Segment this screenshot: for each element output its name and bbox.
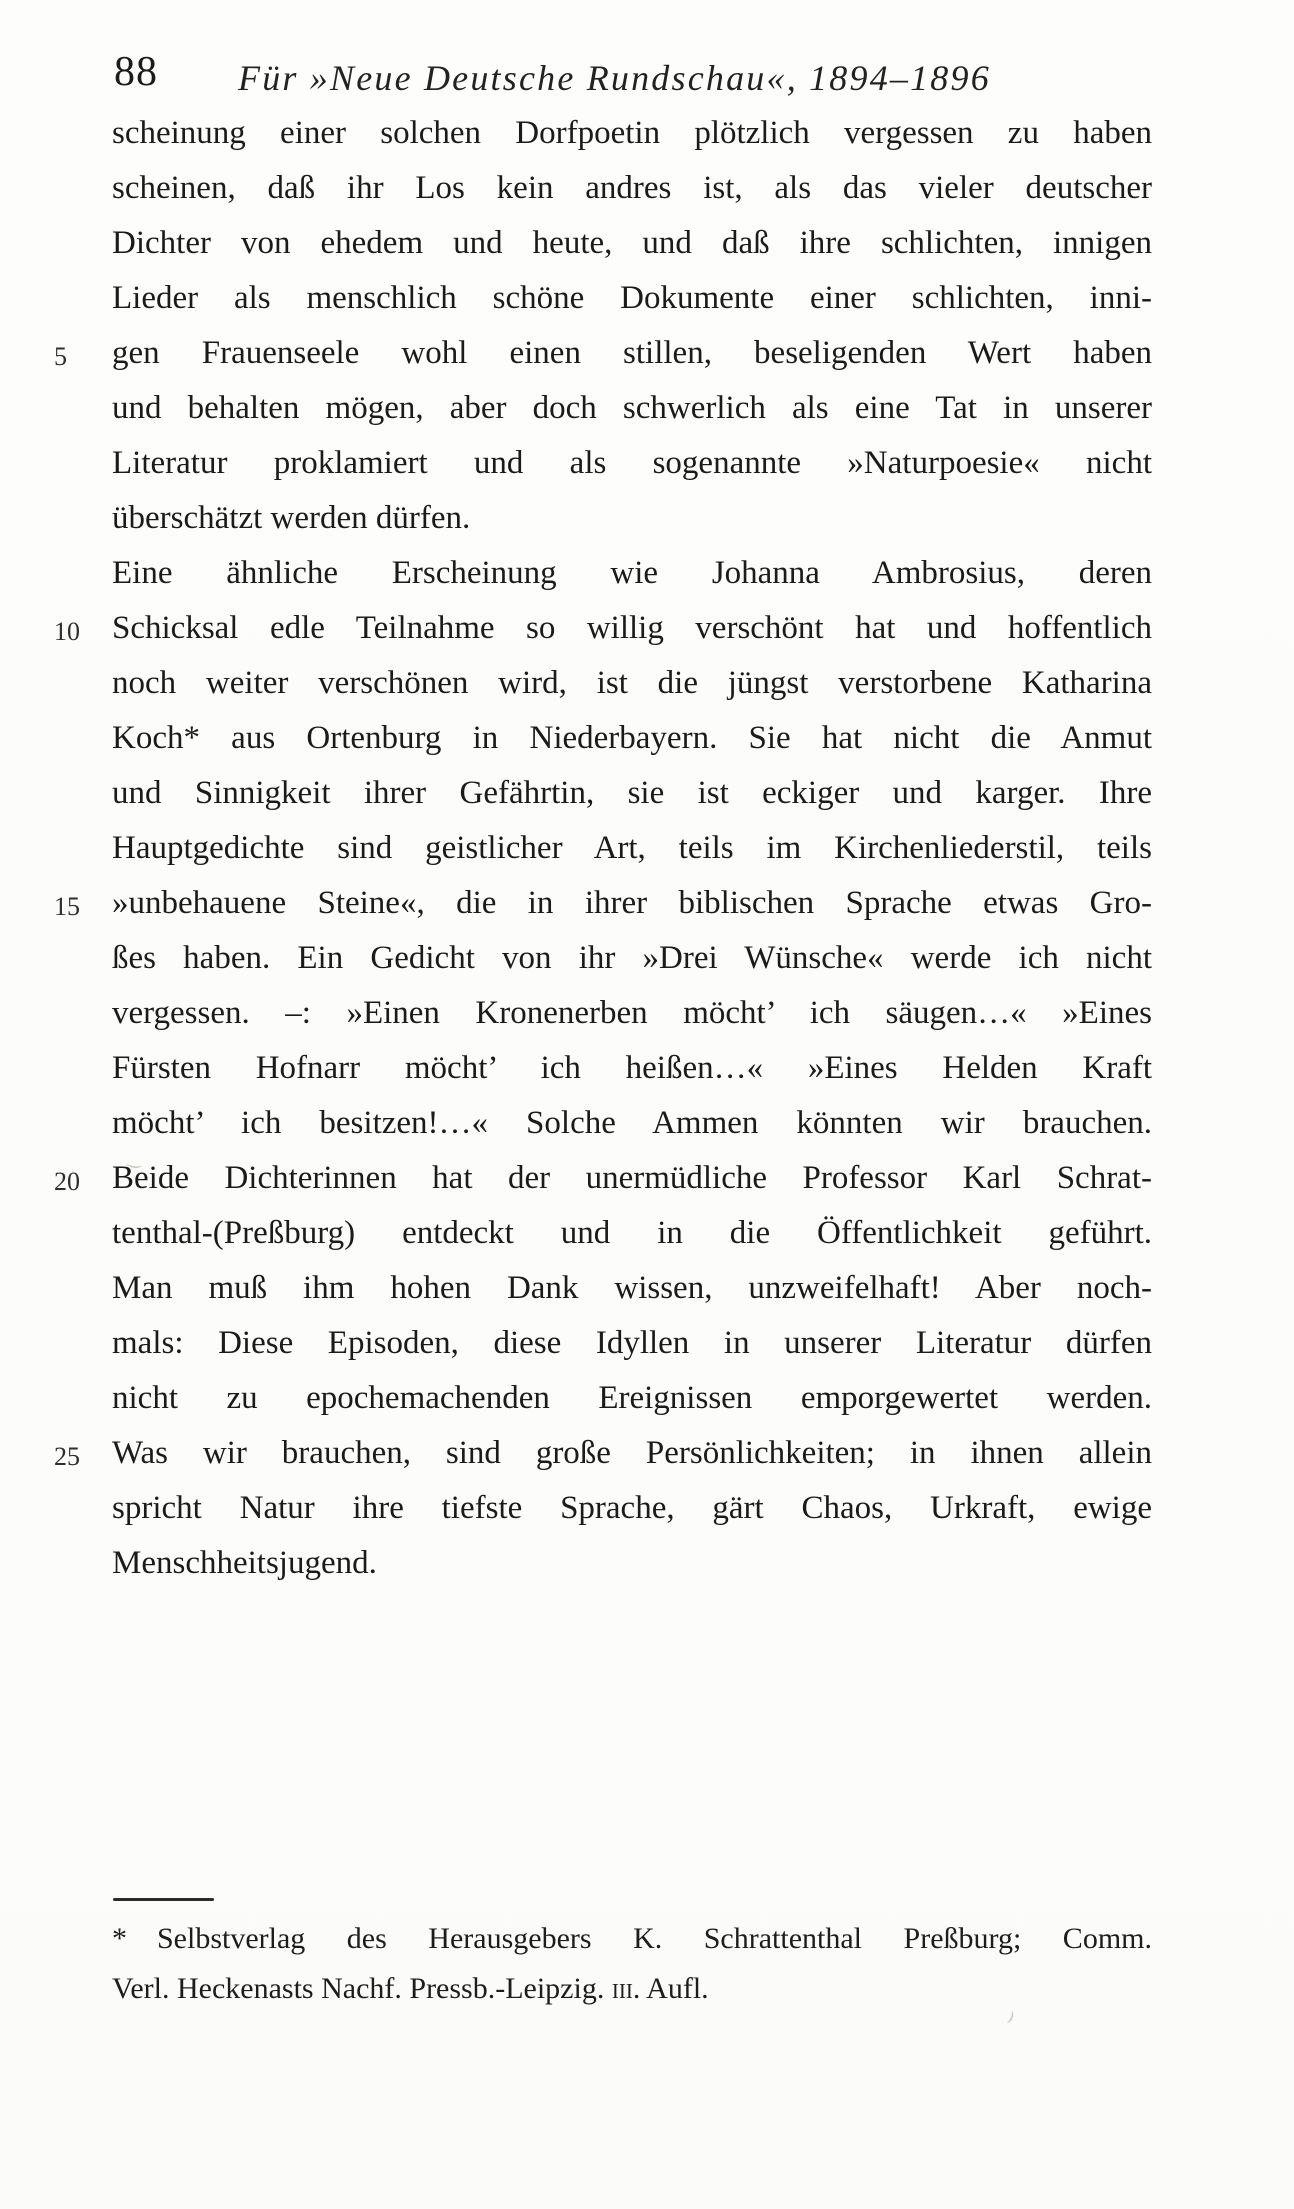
line-text: Eine ähnliche Erscheinung wie Johanna Ambrosius, deren: [112, 555, 1152, 591]
line-number: 10: [54, 617, 80, 646]
line-text: vergessen. –: »Einen Kronenerben möcht’ ich säugen…« »Eines: [112, 995, 1152, 1031]
line-text: scheinung einer solchen Dorfpoetin plötzlich vergessen zu haben: [112, 115, 1152, 151]
line-text: Dichter von ehedem und heute, und daß ihre schlichten, innigen: [112, 225, 1152, 261]
text-line: [112, 216, 1152, 271]
line-text: Lieder als menschlich schöne Dokumente einer schlichten, inni-: [112, 280, 1152, 316]
line-text: Fürsten Hofnarr möcht’ ich heißen…« »Eines Helden Kraft: [112, 1050, 1152, 1086]
text-line: [112, 1371, 1152, 1426]
footnote: [112, 1914, 1152, 2014]
line-text: tenthal-(Preßburg) entdeckt und in die Öffentlichkeit geführt.: [112, 1215, 1152, 1251]
text-line: [54, 326, 1152, 381]
line-text: Was wir brauchen, sind große Persönlichkeiten; in ihnen allein: [112, 1435, 1152, 1471]
line-text: und behalten mögen, aber doch schwerlich als eine Tat in unserer: [112, 390, 1152, 426]
text-line: [112, 821, 1152, 876]
text-line: [112, 986, 1152, 1041]
text-line: [112, 381, 1152, 436]
text-line: [112, 766, 1152, 821]
footnote-text: . Aufl.: [632, 1972, 709, 2005]
text-line: [112, 931, 1152, 986]
line-text: überschätzt werden dürfen.: [112, 500, 471, 536]
text-line: [112, 1206, 1152, 1261]
line-text: und Sinnigkeit ihrer Gefährtin, sie ist eckiger und karger. Ihre: [112, 775, 1152, 811]
running-title: Für »Neue Deutsche Rundschau«, 1894–1896: [238, 58, 991, 98]
line-text: scheinen, daß ihr Los kein andres ist, als das vieler deutscher: [112, 170, 1152, 206]
body-text: [54, 106, 1152, 1591]
footnote-rule: [113, 1898, 214, 1901]
line-text: »unbehauene Steine«, die in ihrer biblischen Sprache etwas Gro-: [112, 885, 1152, 921]
text-line: [54, 876, 1152, 931]
text-line: [112, 1096, 1152, 1151]
text-line: [112, 1041, 1152, 1096]
text-line: [112, 546, 1152, 601]
text-line: [112, 491, 1152, 546]
page-header: [112, 44, 1152, 108]
line-text: Beide Dichterinnen hat der unermüdliche Professor Karl Schrat-: [112, 1160, 1152, 1196]
text-line: [112, 1261, 1152, 1316]
line-number: 15: [54, 892, 80, 921]
text-line: [112, 711, 1152, 766]
footnote-line: [112, 1964, 1152, 2014]
line-text: Hauptgedichte sind geistlicher Art, teils im Kirchenliederstil, teils: [112, 830, 1152, 866]
text-line: [54, 601, 1152, 656]
line-number: 25: [54, 1442, 80, 1471]
text-line: [54, 1426, 1152, 1481]
line-text: Schicksal edle Teilnahme so willig verschönt hat und hoffentlich: [112, 610, 1152, 646]
footnote-line: * Selbstverlag des Herausgebers K. Schrattenthal Preßburg; Comm.: [112, 1922, 1152, 1955]
text-line: [112, 1481, 1152, 1536]
line-text: Koch* aus Ortenburg in Niederbayern. Sie hat nicht die Anmut: [112, 720, 1152, 756]
text-line: [112, 656, 1152, 711]
text-line: [54, 1151, 1152, 1206]
text-line: [112, 1316, 1152, 1371]
line-number: 20: [54, 1167, 80, 1196]
footnote-text: Verl. Heckenasts Nachf. Pressb.-Leipzig.: [112, 1972, 612, 2005]
text-line: [112, 106, 1152, 161]
line-text: gen Frauenseele wohl einen stillen, beseligenden Wert haben: [112, 335, 1152, 371]
line-text: Literatur proklamiert und als sogenannte »Naturpoesie« nicht: [112, 445, 1152, 481]
line-text: Man muß ihm hohen Dank wissen, unzweifelhaft! Aber noch-: [112, 1270, 1152, 1306]
line-text: ßes haben. Ein Gedicht von ihr »Drei Wünsche« werde ich nicht: [112, 940, 1152, 976]
body-lines: [54, 106, 1152, 1591]
line-text: nicht zu epochemachenden Ereignissen emporgewertet werden.: [112, 1380, 1152, 1416]
page-number: 88: [114, 49, 158, 95]
line-text: mals: Diese Episoden, diese Idyllen in unserer Literatur dürfen: [112, 1325, 1152, 1361]
line-number: 5: [54, 342, 67, 371]
text-line: [112, 161, 1152, 216]
line-text: möcht’ ich besitzen!…« Solche Ammen könnten wir brauchen.: [112, 1105, 1152, 1141]
line-text: noch weiter verschönen wird, ist die jüngst verstorbene Katharina: [112, 665, 1152, 701]
line-text: Menschheitsjugend.: [112, 1545, 377, 1581]
text-line: [112, 271, 1152, 326]
text-line: [112, 1536, 1152, 1591]
footnote-edition-numeral: iii: [611, 1972, 633, 2005]
line-text: spricht Natur ihre tiefste Sprache, gärt Chaos, Urkraft, ewige: [112, 1490, 1152, 1526]
text-line: [112, 436, 1152, 491]
